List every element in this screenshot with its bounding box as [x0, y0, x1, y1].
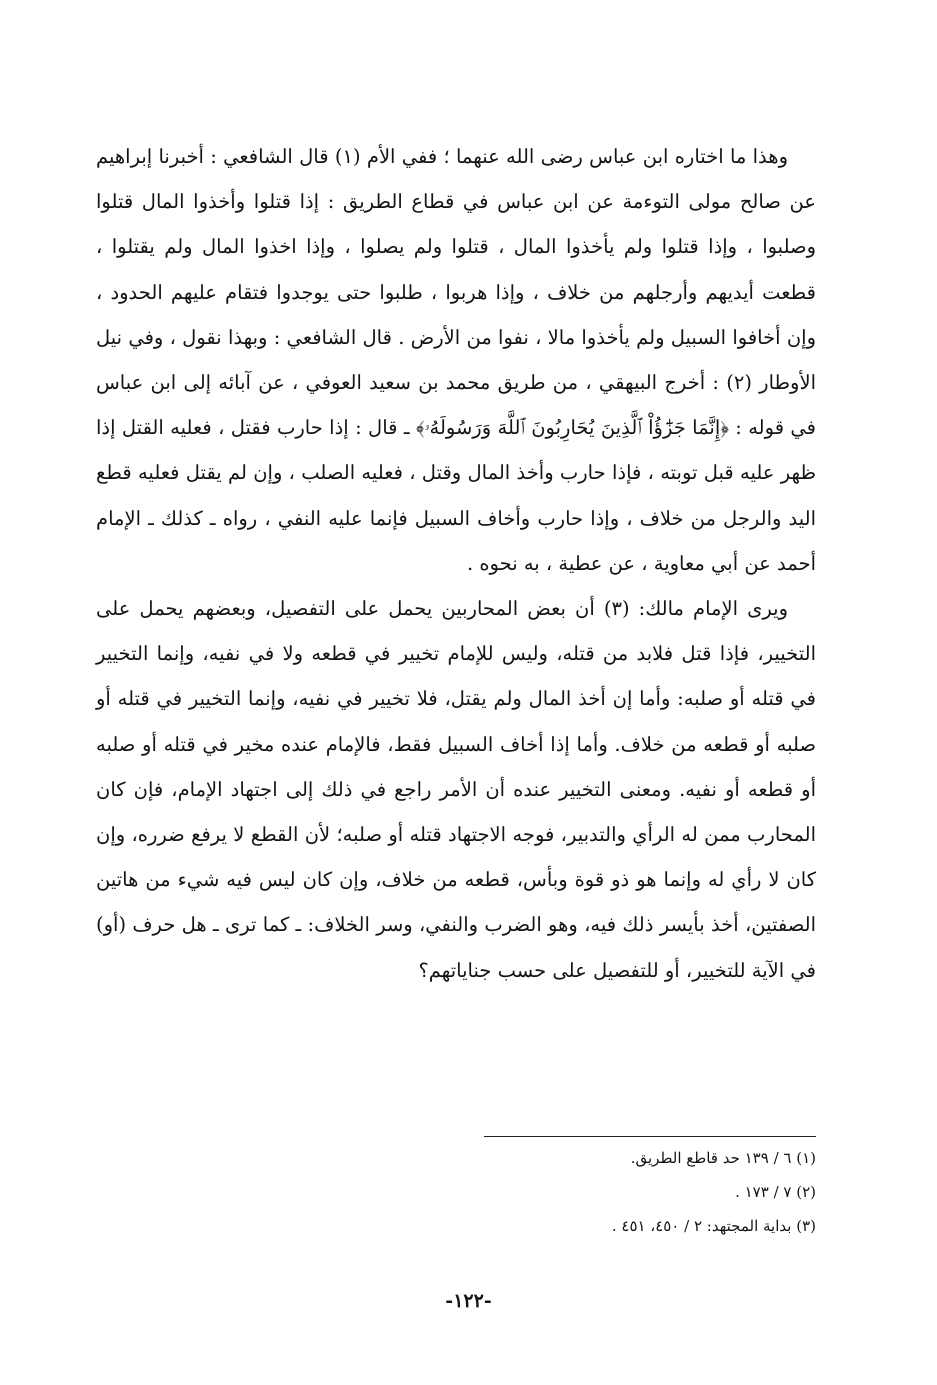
- footnote-1: (١) ٦ / ١٣٩ حد قاطع الطريق.: [630, 1149, 816, 1167]
- footnote-3: (٣) بداية المجتهد: ٢ / ٤٥٠، ٤٥١ .: [611, 1217, 816, 1235]
- main-text: [96, 134, 816, 993]
- footnotes: [400, 1141, 816, 1243]
- footnote-2: (٢) ٧ / ١٧٣ .: [735, 1183, 816, 1201]
- footnote-divider: [484, 1136, 816, 1137]
- paragraph-ibn-abbas: وهذا ما اختاره ابن عباس رضى الله عنهما ؛ ففي الأم (١) قال الشافعي : أخبرنا إبراهيم عن صالح مولى التوءمة عن ابن عباس في قطاع الطريق : إذا قتلوا وأخذوا المال قتلوا وصلبوا ، وإذا قتلوا ولم يأخذوا المال ، قتلوا ولم يصلوا ، وإذا اخذوا المال ولم يقتلوا ، قطعت أيديهم وأرجلهم من خلاف ، وإذا هربوا ، طلبوا حتى يوجدوا فتقام عليهم الحدود ، وإن أخافوا السبيل ولم يأخذوا مالا ، نفوا من الأرض . قال الشافعي : وبهذا نقول ، وفي نيل الأوطار (٢) : أخرج البيهقي ، من طريق محمد بن سعيد العوفي ، عن آبائه إلى ابن عباس في قوله : ﴿إِنَّمَا جَزَٰٓؤُاْ ٱلَّذِينَ يُحَارِبُونَ ٱللَّهَ وَرَسُولَهُۥ﴾ ـ قال : إذا حارب فقتل ، فعليه القتل إذا ظهر عليه قبل توبته ، فإذا حارب وأخذ المال وقتل ، فعليه الصلب ، وإن لم يقتل فعليه قطع اليد والرجل من خلاف ، وإذا حارب وأخاف السبيل فإنما عليه النفي ، رواه ـ كذلك ـ الإمام أحمد عن أبي معاوية ، عن عطية ، به نحوه .: [96, 145, 817, 575]
- page-number: -١٢٢-: [445, 1290, 492, 1312]
- paragraph-imam-malik: ويرى الإمام مالك: (٣) أن بعض المحاربين يحمل على التفصيل، وبعضهم يحمل على التخيير، فإذا قتل فلابد من قتله، وليس للإمام تخيير في قطعه ولا في نفيه، وإنما التخيير في قتله أو صلبه: وأما إن أخذ المال ولم يقتل، فلا تخيير في نفيه، وإنما التخيير في قتله أو صلبه أو قطعه من خلاف. وأما إذا أخاف السبيل فقط، فالإمام عنده مخير في قتله أو صلبه أو قطعه أو نفيه. ومعنى التخيير عنده أن الأمر راجع في ذلك إلى اجتهاد الإمام، فإن كان المحارب ممن له الرأي والتدبير، فوجه الاجتهاد قتله أو صلبه؛ لأن القطع لا يرفع ضرره، وإن كان لا رأي له وإنما هو ذو قوة وبأس، قطعه من خلاف، وإن كان ليس فيه شيء من هاتين الصفتين، أخذ بأيسر ذلك فيه، وهو الضرب والنفي، وسر الخلاف: ـ كما ترى ـ هل حرف (أو) في الآية للتخيير، أو للتفصيل على حسب جناياتهم؟: [96, 597, 816, 982]
